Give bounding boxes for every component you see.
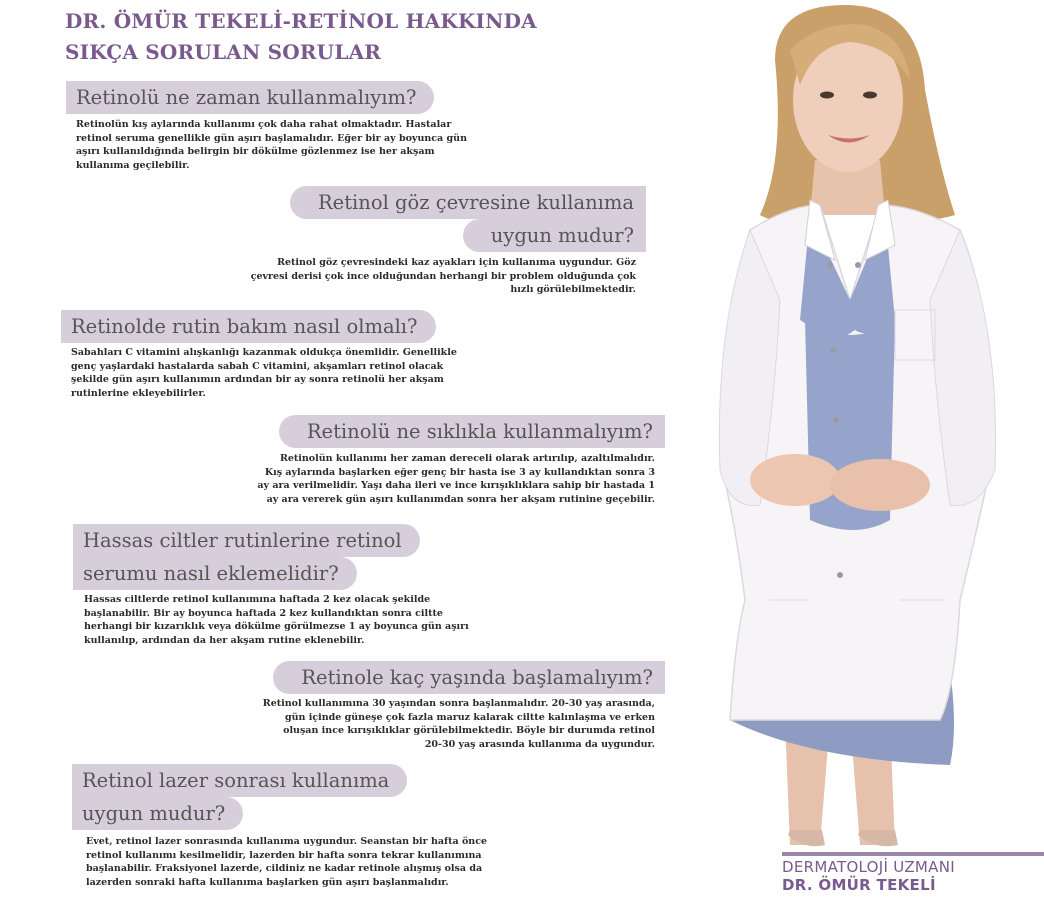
answer-line: rutinlerine ekleyebilirler. — [71, 387, 206, 399]
answer-line: 20-30 yaş arasında kullanıma da uygundur. — [424, 738, 655, 750]
faq-answer-5 — [84, 593, 469, 647]
answer-line: Retinol kullanımına 30 yaşından sonra başlanmalıdır. 20-30 yaş arasında, — [262, 698, 655, 709]
question-pill: Retinol göz çevresine kullanıma — [290, 186, 646, 219]
answer-line: Hassas ciltlerde retinol kullanımına haftada 2 kez olacak şekilde — [84, 594, 431, 605]
faq-question-3 — [61, 310, 436, 343]
answer-line: retinol seruma genellikle gün aşırı başlamalıdır. Eğer bir ay boyunca gün — [76, 132, 467, 144]
answer-line: gün içinde güneşe çok fazla maruz kalarak ciltte kalınlaşma ve erken — [284, 711, 655, 723]
faq-answer-2 — [250, 256, 636, 297]
page-title — [65, 6, 537, 68]
question-pill: uygun mudur? — [463, 219, 646, 252]
answer-line: aşırı kullanıldığında belirgin bir dökülme gözlenmez ise her akşam — [76, 146, 435, 157]
doctor-portrait-image — [690, 0, 1044, 850]
faq-question-1 — [66, 81, 434, 114]
faq-question-2 — [258, 186, 646, 252]
faq-answer-7 — [86, 835, 487, 889]
caption-role: DERMATOLOJİ UZMANI — [782, 858, 955, 876]
faq-answer-4 — [240, 452, 655, 506]
answer-line: lazerden sonraki hafta kullanıma başlarken gün aşırı başlanmalıdır. — [86, 876, 449, 888]
answer-line: herhangi bir kızarıklık veya dökülme görülmezse 1 ay boyunca gün aşırı — [84, 621, 469, 632]
answer-line: Evet, retinol lazer sonrasında kullanıma uygundur. Seanstan bir hafta önce — [86, 836, 488, 847]
answer-line: başlanabilir. Fraksiyonel lazerde, cildiniz ne kadar retinole alışmış olsa da — [86, 863, 483, 874]
question-pill: uygun mudur? — [72, 797, 243, 830]
answer-line: ay ara verilmelidir. Yaşı daha ileri ve ince kırışıklıklara sahip bir hastada 1 — [257, 480, 655, 491]
question-pill: Retinole kaç yaşında başlamalıyım? — [273, 661, 665, 694]
question-pill: serumu nasıl eklemelidir? — [73, 557, 357, 590]
answer-line: ay ara vererek gün aşırı kullanımdan sonra her akşam rutinine geçebilir. — [266, 493, 655, 505]
answer-line: Kış aylarında başlarken eğer genç bir hasta ise 3 ay kullandıktan sonra 3 — [264, 466, 655, 478]
faq-answer-3 — [71, 346, 457, 400]
title-line-2: SIKÇA SORULAN SORULAR — [65, 40, 382, 64]
answer-line: kullanılıp, ardından da her akşam rutine eklenebilir. — [84, 634, 365, 646]
answer-line: Retinolün kullanımı her zaman dereceli olarak artırılıp, azaltılmalıdır. — [279, 453, 655, 464]
question-pill: Retinolü ne sıklıkla kullanmalıyım? — [279, 415, 665, 448]
answer-line: şekilde gün aşırı kullanımın ardından bir ay sonra retinolü her akşam — [71, 374, 444, 385]
question-pill: Retinolde rutin bakım nasıl olmalı? — [61, 310, 436, 343]
faq-answer-6 — [240, 697, 655, 751]
answer-line: oluşan ince kırışıklıklar görülebilmektedir. Böyle bir durumda retinol — [283, 725, 655, 736]
caption-name: DR. ÖMÜR TEKELİ — [782, 876, 936, 894]
answer-line: çevresi derisi çok ince olduğundan herhangi bir problem olduğunda çok — [250, 270, 636, 282]
answer-line: hızlı görülebilmektedir. — [510, 284, 636, 295]
faq-question-6 — [240, 661, 665, 694]
answer-line: genç yaşlardaki hastalarda sabah C vitamini, akşamları retinol olacak — [71, 360, 444, 372]
answer-line: başlanabilir. Bir ay boyunca haftada 2 kez kullandıktan sonra ciltte — [84, 607, 443, 619]
question-pill: Hassas ciltler rutinlerine retinol — [73, 524, 420, 557]
title-line-1: DR. ÖMÜR TEKELİ-RETİNOL HAKKINDA — [65, 9, 537, 33]
answer-line: retinol kullanımı kesilmelidir, lazerden bir hafta sonra tekrar kullanımına — [86, 849, 482, 861]
question-pill: Retinol lazer sonrası kullanıma — [72, 764, 407, 797]
faq-answer-1 — [76, 118, 467, 172]
faq-question-4 — [240, 415, 665, 448]
faq-question-5 — [73, 524, 420, 590]
question-pill: Retinolü ne zaman kullanmalıyım? — [66, 81, 434, 114]
answer-line: Retinol göz çevresindeki kaz ayakları için kullanıma uygundur. Göz — [277, 257, 636, 268]
answer-line: Sabahları C vitamini alışkanlığı kazanmak oldukça önemlidir. Genellikle — [71, 347, 457, 358]
faq-question-7 — [72, 764, 407, 830]
answer-line: Retinolün kış aylarında kullanımı çok daha rahat olmaktadır. Hastalar — [76, 119, 452, 130]
doctor-caption — [782, 852, 1044, 894]
answer-line: kullanıma geçilebilir. — [76, 159, 190, 171]
